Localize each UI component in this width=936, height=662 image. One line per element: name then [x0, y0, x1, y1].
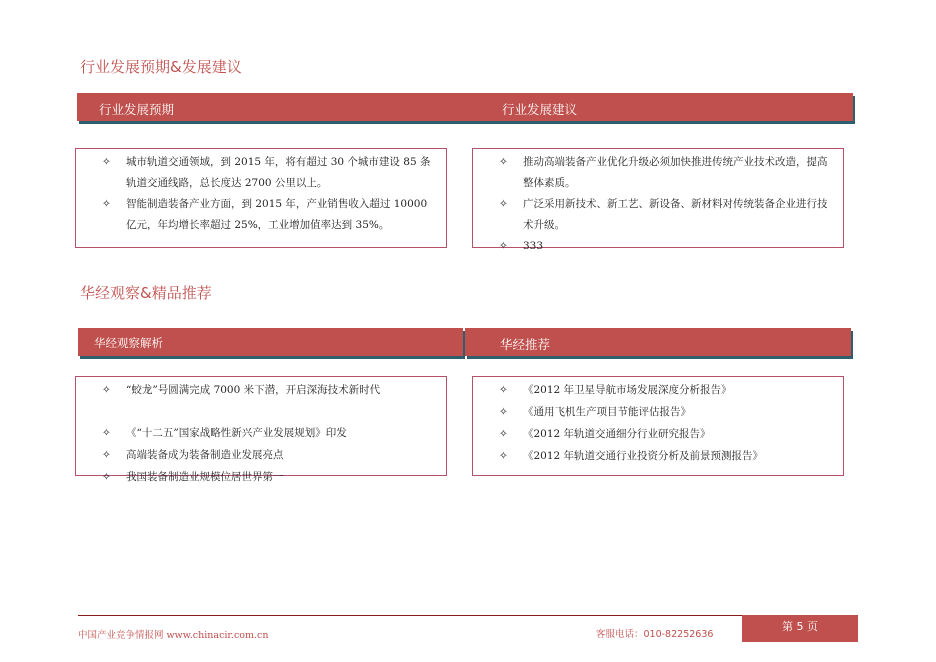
list-item-text: 《2012 年轨道交通细分行业研究报告》 — [523, 428, 711, 440]
diamond-bullet-icon: ✧ — [499, 198, 508, 210]
list-item — [499, 380, 835, 401]
diamond-bullet-icon: ✧ — [499, 240, 508, 252]
diamond-bullet-icon: ✧ — [102, 471, 111, 483]
section-header-bar — [77, 93, 853, 121]
header-left: 行业发展预期 — [99, 102, 175, 117]
page-number-badge: 第 5 页 — [742, 615, 858, 642]
diamond-bullet-icon: ✧ — [102, 156, 111, 168]
footer-phone: 客服电话：010-82252636 — [596, 629, 714, 640]
list-item — [499, 402, 835, 423]
industry-outlook-box — [75, 148, 447, 248]
list-item-text: 《2012 年卫星导航市场发展深度分析报告》 — [523, 384, 732, 396]
list-item — [499, 446, 835, 467]
list-item-text: 智能制造装备产业方面，到 2015 年，产业销售收入超过 10000 亿元，年均增长率超过 25%，工业增加值率达到 35%。 — [126, 198, 428, 231]
list-item-text: 《通用飞机生产项目节能评估报告》 — [523, 406, 691, 418]
diamond-bullet-icon: ✧ — [102, 198, 111, 210]
list-item — [499, 194, 835, 236]
diamond-bullet-icon: ✧ — [499, 384, 508, 396]
list-item — [102, 380, 438, 401]
list-item-text: 城市轨道交通领域，到 2015 年，将有超过 30 个城市建设 85 条轨道交通线路，总长度达 2700 公里以上。 — [126, 156, 431, 189]
list-item-text: 《2012 年轨道交通行业投资分析及前景预测报告》 — [523, 450, 764, 462]
list-item-text: 推动高端装备产业优化升级必须加快推进传统产业技术改造，提高整体素质。 — [523, 156, 828, 189]
list-item — [102, 423, 438, 444]
list-item — [102, 445, 438, 466]
observation-box — [75, 376, 447, 483]
list-item-text: 《“十二五”国家战略性新兴产业发展规划》印发 — [126, 427, 347, 439]
list-item — [102, 194, 438, 236]
diamond-bullet-icon: ✧ — [499, 450, 508, 462]
header-left: 华经观察解析 — [94, 336, 163, 350]
section-title: 华经观察&精品推荐 — [80, 284, 212, 302]
list-item — [499, 424, 835, 445]
footer-site-link[interactable]: 中国产业竞争情报网 www.chinacir.com.cn — [78, 630, 269, 641]
section-title: 行业发展预期&发展建议 — [80, 58, 242, 76]
header-right: 华经推荐 — [500, 337, 551, 352]
list-item-text: 我国装备制造业规模位居世界第一 — [126, 471, 284, 483]
list-item-text: 333 — [523, 240, 544, 252]
footer-divider — [78, 615, 742, 616]
diamond-bullet-icon: ✧ — [499, 428, 508, 440]
section-header-bar — [465, 328, 851, 356]
diamond-bullet-icon: ✧ — [102, 449, 111, 461]
list-item — [499, 236, 835, 257]
list-item-text: 广泛采用新技术、新工艺、新设备、新材料对传统装备企业进行技术升级。 — [523, 198, 828, 231]
list-item-text: “蛟龙”号圆满完成 7000 米下潜，开启深海技术新时代 — [126, 384, 381, 396]
list-item — [499, 152, 835, 194]
industry-advice-box — [472, 148, 844, 252]
list-item-text: 高端装备成为装备制造业发展亮点 — [126, 449, 284, 461]
header-right: 行业发展建议 — [502, 102, 578, 117]
list-item — [102, 467, 438, 488]
diamond-bullet-icon: ✧ — [499, 156, 508, 168]
diamond-bullet-icon: ✧ — [102, 384, 111, 396]
recommendation-box — [472, 376, 844, 476]
diamond-bullet-icon: ✧ — [102, 427, 111, 439]
list-item — [102, 152, 438, 194]
section-header-bar — [78, 328, 463, 356]
diamond-bullet-icon: ✧ — [499, 406, 508, 418]
